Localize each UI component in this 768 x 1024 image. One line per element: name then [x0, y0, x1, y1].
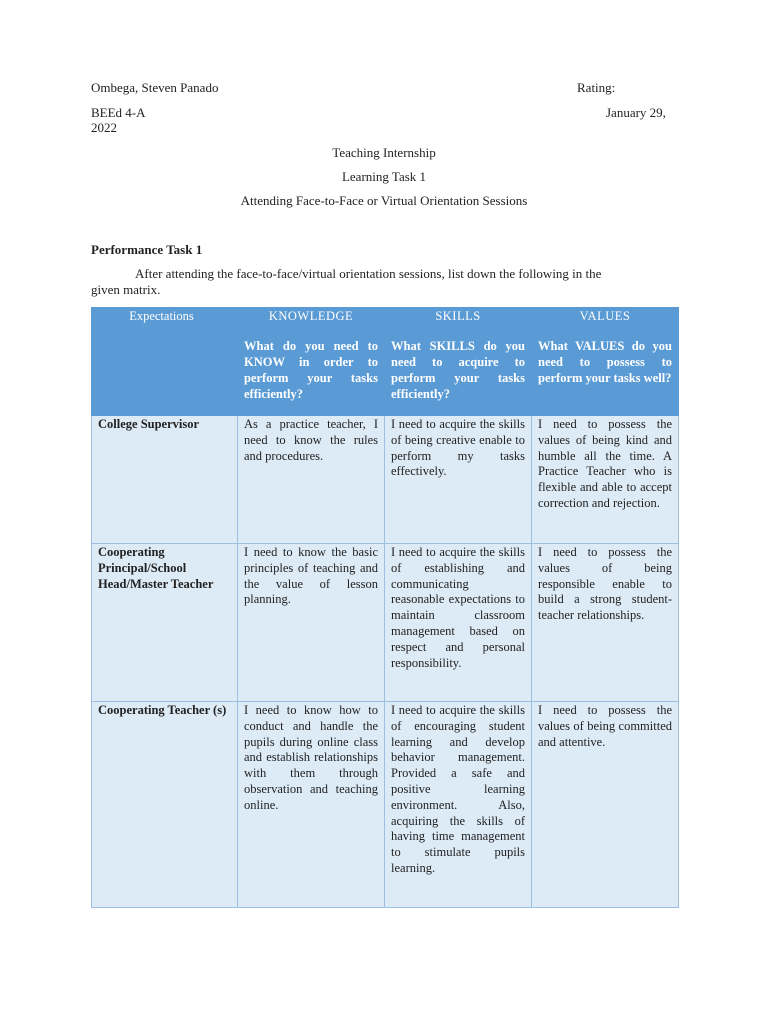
header-knowledge-title: KNOWLEDGE [268, 309, 354, 323]
performance-heading: Performance Task 1 [91, 242, 203, 257]
header-knowledge [238, 308, 385, 416]
task-title: Learning Task 1 [341, 169, 427, 184]
expectations-matrix [91, 307, 679, 908]
header-values [532, 308, 679, 416]
row-knowledge: As a practice teacher, I need to know the rules and procedures. [238, 416, 385, 544]
row-values: I need to possess the values of being kind and humble all the time. A Practice Teacher who is flexible and able to accept correction and rejection. [532, 416, 679, 544]
header-skills-question: What SKILLS do you need to acquire to perform your tasks efficiently? [391, 338, 525, 402]
subtitle: Attending Face-to-Face or Virtual Orientation Sessions [240, 193, 528, 208]
row-values: I need to possess the values of being responsible enable to build a strong student-teacher relationships. [532, 544, 679, 702]
course-title: Teaching Internship [332, 145, 436, 160]
row-skills: I need to acquire the skills of encouraging student learning and develop behavior management. Provided a safe and positive learning environment. Also, acquiring the skills of having time management to stimulate pupils learning. [385, 702, 532, 908]
header-values-title: VALUES [579, 309, 631, 323]
section-label: BEEd 4-A [91, 105, 146, 120]
header-expectations-label: Expectations [129, 309, 194, 323]
header-knowledge-question: What do you need to KNOW in order to perform your tasks efficiently? [244, 338, 378, 402]
row-values: I need to possess the values of being committed and attentive. [532, 702, 679, 908]
rating-label: Rating: [577, 80, 616, 95]
header-values-question: What VALUES do you need to possess to perform your tasks well? [538, 338, 672, 386]
row-role: Cooperating Teacher (s) [92, 702, 238, 908]
header-skills-title: SKILLS [435, 309, 481, 323]
matrix-header-row [92, 308, 679, 416]
instruction-line-2: given matrix. [91, 282, 161, 297]
date-year: 2022 [91, 120, 117, 135]
student-name: Ombega, Steven Panado [91, 80, 219, 95]
header-expectations [92, 308, 238, 416]
row-skills: I need to acquire the skills of establishing and communicating reasonable expectations to maintain classroom management based on respect and personal responsibility. [385, 544, 532, 702]
table-row [92, 702, 679, 908]
header-skills [385, 308, 532, 416]
row-knowledge: I need to know the basic principles of teaching and the value of lesson planning. [238, 544, 385, 702]
date-text: January 29, [606, 105, 666, 120]
table-row [92, 416, 679, 544]
row-skills: I need to acquire the skills of being creative enable to perform my tasks effectively. [385, 416, 532, 544]
row-role: College Supervisor [92, 416, 238, 544]
instruction-line-1: After attending the face-to-face/virtual orientation sessions, list down the following in the [135, 266, 602, 281]
row-knowledge: I need to know how to conduct and handle the pupils during online class and establish relationships with them through observation and teaching online. [238, 702, 385, 908]
table-row [92, 544, 679, 702]
row-role: Cooperating Principal/School Head/Master Teacher [92, 544, 238, 702]
